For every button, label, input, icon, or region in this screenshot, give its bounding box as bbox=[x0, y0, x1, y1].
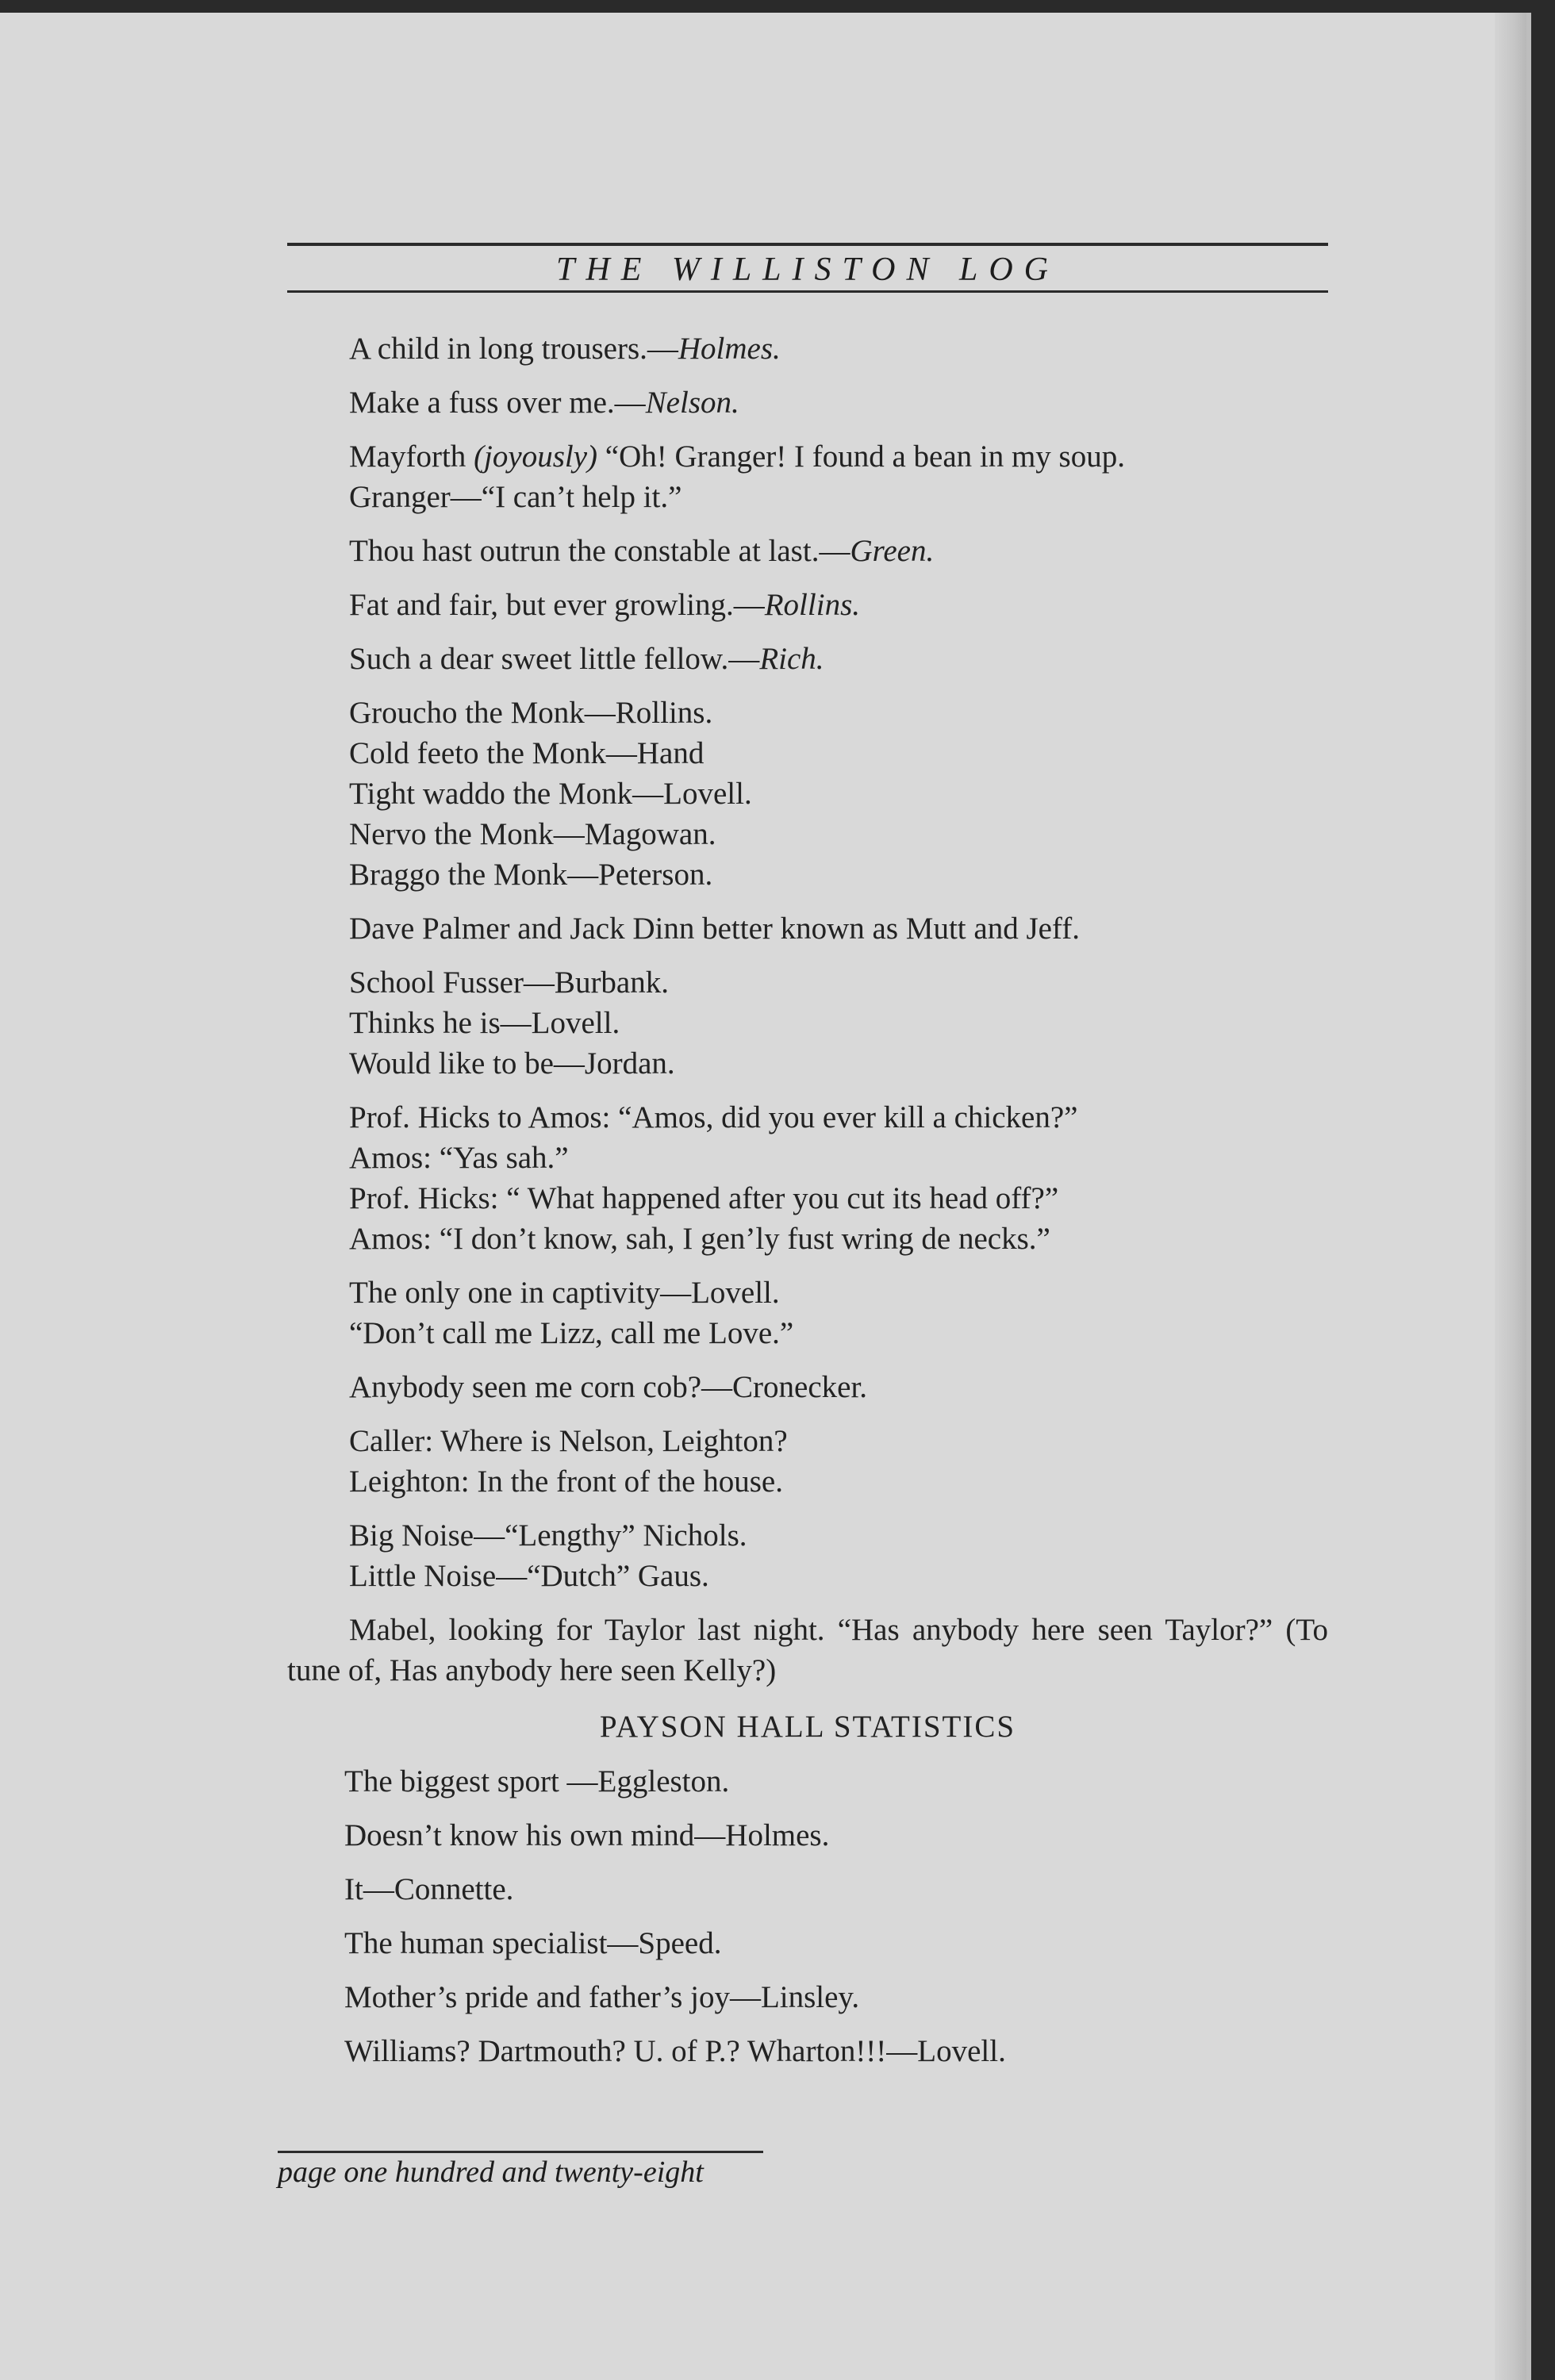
joke-line bbox=[349, 1367, 1328, 1407]
joke-text: Granger—“I can’t help it.” bbox=[349, 480, 682, 514]
joke-line bbox=[349, 1219, 1328, 1259]
joke-text: Caller: Where is Nelson, Leighton? bbox=[349, 1424, 788, 1458]
joke-text: A child in long trousers.— bbox=[349, 332, 678, 366]
joke-line bbox=[349, 1515, 1328, 1556]
joke-line bbox=[349, 436, 1328, 477]
joke-text: Fat and fair, but ever growling.— bbox=[349, 588, 765, 622]
stage-direction: (joyously) bbox=[474, 440, 598, 474]
joke-text: Nervo the Monk—Magowan. bbox=[349, 817, 716, 851]
statistic-entry: The human specialist—Speed. bbox=[344, 1926, 722, 1960]
joke-text: Groucho the Monk—Rollins. bbox=[349, 696, 713, 730]
joke-line bbox=[349, 1461, 1328, 1502]
joke-text: Tight waddo the Monk—Lovell. bbox=[349, 777, 752, 811]
statistic-entry: Mother’s pride and father’s joy—Linsley. bbox=[344, 1980, 860, 2014]
joke-line bbox=[349, 639, 1328, 679]
joke-line bbox=[349, 1003, 1328, 1043]
section-heading: PAYSON HALL STATISTICS bbox=[599, 1710, 1016, 1744]
joke-text: The only one in captivity—Lovell. bbox=[349, 1276, 780, 1310]
statistic-entry: The biggest sport —Eggleston. bbox=[344, 1764, 730, 1798]
joke-text: Thou hast outrun the constable at last.— bbox=[349, 534, 850, 568]
page-body bbox=[287, 328, 1328, 2085]
page-gutter-shadow bbox=[1495, 13, 1526, 2380]
joke-text: Such a dear sweet little fellow.— bbox=[349, 642, 760, 676]
joke-line bbox=[349, 814, 1328, 854]
page-number-folio: page one hundred and twenty-eight bbox=[278, 2155, 704, 2189]
joke-line bbox=[349, 962, 1328, 1003]
joke-text: Cold feeto the Monk—Hand bbox=[349, 736, 705, 770]
joke-line bbox=[349, 1313, 1328, 1353]
mabel-paragraph: Mabel, looking for Taylor last night. “Has anybody here seen Taylor?” (To tune of, Has anybody here seen Kelly?) bbox=[287, 1613, 1328, 1687]
jokes-list bbox=[287, 328, 1328, 1596]
statistic-entry: Doesn’t know his own mind—Holmes. bbox=[344, 1818, 830, 1852]
joke-line bbox=[349, 1043, 1328, 1084]
joke-entry bbox=[287, 908, 1328, 949]
joke-line bbox=[349, 328, 1328, 369]
joke-entry bbox=[287, 1273, 1328, 1353]
joke-entry bbox=[287, 639, 1328, 679]
joke-line bbox=[349, 693, 1328, 733]
joke-author: Green. bbox=[850, 534, 935, 568]
joke-entry bbox=[287, 436, 1328, 517]
joke-text: Big Noise—“Lengthy” Nichols. bbox=[349, 1518, 747, 1553]
joke-text: Braggo the Monk—Peterson. bbox=[349, 858, 713, 892]
joke-author: Holmes. bbox=[678, 332, 781, 366]
joke-text: Leighton: In the front of the house. bbox=[349, 1464, 783, 1499]
statistics-list bbox=[287, 1761, 1328, 2071]
joke-text: Anybody seen me corn cob?—Cronecker. bbox=[349, 1370, 868, 1404]
joke-line bbox=[349, 1097, 1328, 1138]
scanned-page bbox=[0, 13, 1531, 2380]
joke-entry bbox=[287, 962, 1328, 1084]
header-rule-top bbox=[287, 243, 1328, 246]
joke-line bbox=[349, 585, 1328, 625]
joke-text: School Fusser—Burbank. bbox=[349, 965, 669, 1000]
header-rule-bottom bbox=[287, 290, 1328, 293]
statistic-entry: It—Connette. bbox=[344, 1872, 514, 1906]
joke-line bbox=[349, 382, 1328, 423]
joke-text: Thinks he is—Lovell. bbox=[349, 1006, 620, 1040]
joke-text: “Don’t call me Lizz, call me Love.” bbox=[349, 1316, 794, 1350]
joke-line bbox=[349, 1556, 1328, 1596]
joke-entry bbox=[287, 693, 1328, 895]
joke-entry bbox=[287, 382, 1328, 423]
joke-entry bbox=[287, 1367, 1328, 1407]
joke-text: Make a fuss over me.— bbox=[349, 386, 646, 420]
statistic-entry: Williams? Dartmouth? U. of P.? Wharton!!!—Lovell. bbox=[344, 2034, 1006, 2068]
folio-rule bbox=[278, 2151, 763, 2153]
joke-author: Rich. bbox=[759, 642, 824, 676]
joke-entry bbox=[287, 585, 1328, 625]
joke-line bbox=[349, 1178, 1328, 1219]
joke-line bbox=[349, 1273, 1328, 1313]
joke-line bbox=[349, 733, 1328, 774]
joke-entry bbox=[287, 1515, 1328, 1596]
joke-entry bbox=[287, 1097, 1328, 1259]
joke-line bbox=[349, 774, 1328, 814]
joke-text: Dave Palmer and Jack Dinn better known as Mutt and Jeff. bbox=[349, 912, 1080, 946]
joke-line bbox=[349, 531, 1328, 571]
joke-text: Amos: “Yas sah.” bbox=[349, 1141, 569, 1175]
joke-text: Little Noise—“Dutch” Gaus. bbox=[349, 1559, 709, 1593]
joke-text: Prof. Hicks to Amos: “Amos, did you ever kill a chicken?” bbox=[349, 1100, 1078, 1134]
joke-text: Would like to be—Jordan. bbox=[349, 1046, 675, 1081]
joke-text: Amos: “I don’t know, sah, I gen’ly fust wring de necks.” bbox=[349, 1222, 1050, 1256]
joke-line bbox=[349, 908, 1328, 949]
joke-author: Rollins. bbox=[764, 588, 860, 622]
joke-line bbox=[349, 477, 1328, 517]
joke-line bbox=[349, 1421, 1328, 1461]
joke-entry bbox=[287, 531, 1328, 571]
running-head: THE WILLISTON LOG bbox=[556, 251, 1059, 288]
joke-author: Nelson. bbox=[645, 386, 739, 420]
joke-entry bbox=[287, 328, 1328, 369]
joke-entry bbox=[287, 1421, 1328, 1502]
joke-text: Mayforth (joyously) “Oh! Granger! I found a bean in my soup. bbox=[349, 440, 1125, 474]
joke-text: Prof. Hicks: “ What happened after you cut its head off?” bbox=[349, 1181, 1059, 1215]
joke-line bbox=[349, 854, 1328, 895]
joke-line bbox=[349, 1138, 1328, 1178]
